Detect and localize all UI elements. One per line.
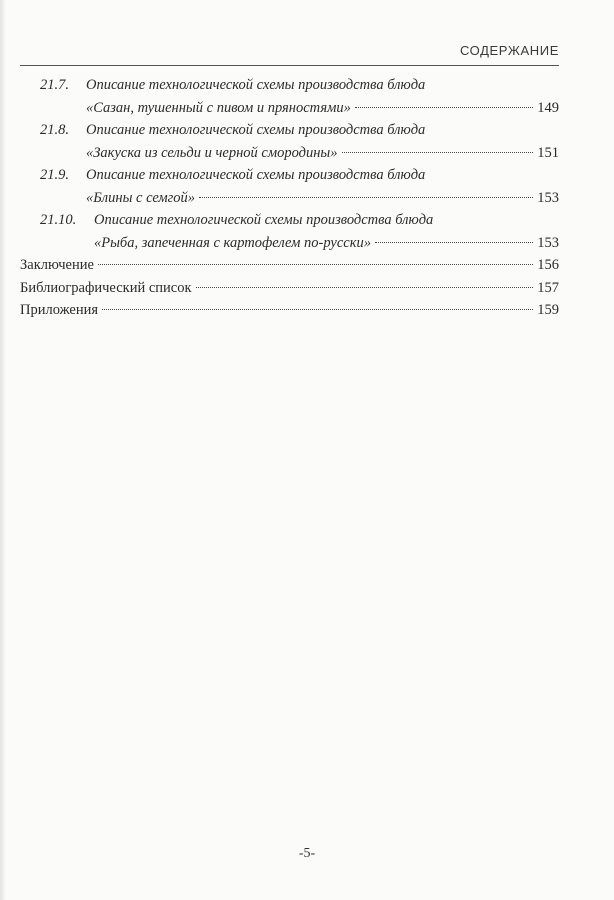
header-rule [20, 65, 559, 66]
toc-entry-title: Описание технологической схемы производства блюда [86, 167, 426, 183]
toc-entry-21-8[interactable] [20, 119, 559, 164]
toc-entry-title-line [20, 74, 559, 97]
dot-leader [102, 309, 533, 310]
toc-entry-title: Описание технологической схемы производства блюда [86, 77, 426, 93]
toc-entry-title: «Рыба, запеченная с картофелем по-русски» [94, 234, 371, 251]
dot-leader [98, 264, 533, 265]
toc-entry-title: Описание технологической схемы производства блюда [94, 212, 434, 228]
toc-entry-title: «Сазан, тушенный с пивом и пряностями» [86, 99, 351, 116]
toc-entry-number: 21.10. [40, 212, 77, 228]
toc-entry-title: «Закуска из сельди и черной смородины» [86, 144, 338, 161]
toc-entry-title: Описание технологической схемы производства блюда [86, 122, 426, 138]
page-number: -5- [298, 846, 316, 861]
toc-entry-page: 156 [537, 257, 559, 273]
toc-entry-title: Заключение [20, 257, 94, 273]
toc-entry-title-line [20, 209, 559, 232]
toc-entry-title-line [20, 187, 559, 210]
toc-entry-21-9[interactable] [20, 164, 559, 209]
toc-entry-number: 21.8. [40, 122, 69, 138]
dot-leader [199, 197, 533, 198]
dot-leader [355, 107, 533, 108]
toc-entry-21-7[interactable] [20, 74, 559, 119]
toc-entry-title-line [20, 142, 559, 165]
toc-entry-page: 149 [537, 99, 559, 116]
dot-leader [375, 242, 533, 243]
toc-entry-appendices[interactable] [20, 299, 559, 322]
toc-entry-conclusion[interactable] [20, 254, 559, 277]
toc-entry-title-line [20, 119, 559, 142]
toc-entry-title: «Блины с семгой» [86, 189, 196, 206]
toc-entry-number: 21.7. [40, 77, 69, 93]
toc-entry-title: Приложения [20, 302, 99, 318]
toc-entry-page: 153 [537, 234, 559, 251]
toc-entry-title-line [20, 232, 559, 255]
table-of-contents [20, 74, 559, 322]
running-header: СОДЕРЖАНИЕ [459, 43, 559, 58]
toc-entry-title: Библиографический список [20, 279, 192, 296]
toc-entry-page: 153 [537, 189, 559, 206]
toc-entry-page: 151 [537, 144, 559, 161]
page-edge-shadow [0, 0, 6, 900]
toc-entry-title-line [20, 97, 559, 120]
dot-leader [196, 287, 534, 288]
toc-entry-bibliography[interactable] [20, 277, 559, 300]
toc-entry-21-10[interactable] [20, 209, 559, 254]
toc-main-entries [20, 254, 559, 322]
dot-leader [342, 152, 534, 153]
toc-entry-title-line [20, 164, 559, 187]
toc-entry-number: 21.9. [40, 167, 69, 183]
toc-entry-page: 157 [537, 279, 559, 296]
toc-entry-page: 159 [537, 302, 559, 318]
